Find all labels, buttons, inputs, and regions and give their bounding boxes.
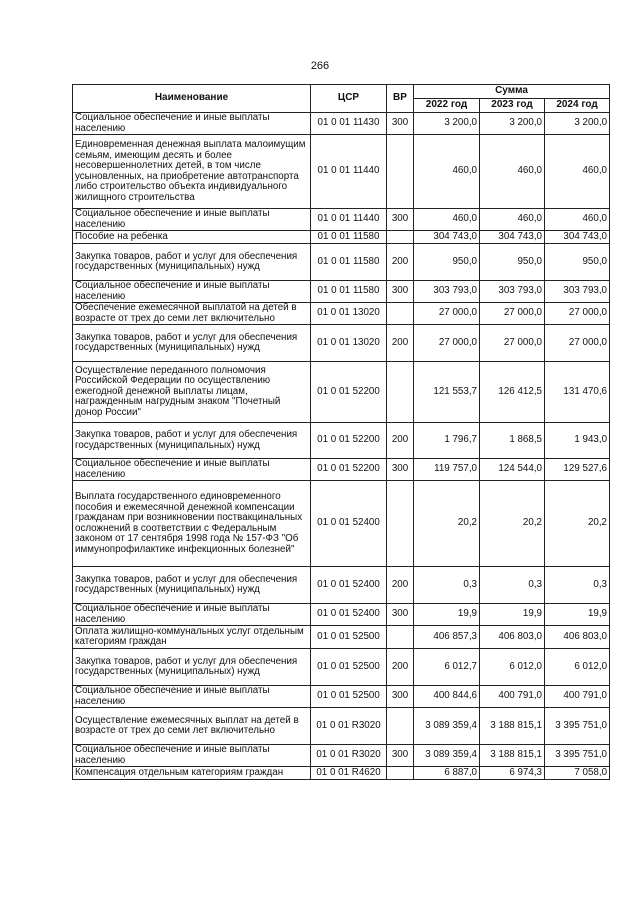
row-vr-cell: 200 — [387, 244, 414, 281]
row-2023-cell: 0,3 — [480, 567, 545, 604]
table-row — [73, 686, 610, 708]
table-row — [73, 362, 610, 423]
row-name-cell: Закупка товаров, работ и услуг для обеспечения государственных (муниципальных) нужд — [73, 325, 311, 362]
row-2022-cell: 119 757,0 — [414, 459, 480, 481]
table-row — [73, 325, 610, 362]
row-2022-cell: 304 743,0 — [414, 231, 480, 244]
row-2023-cell: 460,0 — [480, 135, 545, 209]
row-2023-cell: 406 803,0 — [480, 626, 545, 649]
header-year-2024: 2024 год — [545, 99, 610, 113]
row-name-cell: Закупка товаров, работ и услуг для обеспечения государственных (муниципальных) нужд — [73, 567, 311, 604]
row-name-cell: Единовременная денежная выплата малоимущим семьям, имеющим десять и более несовершеннолетних детей, в том числе усыновленных, на приобретение автотранспорта либо строительство объекта индивидуального жилищного строительства — [73, 135, 311, 209]
row-2022-cell: 460,0 — [414, 135, 480, 209]
row-2024-cell: 27 000,0 — [545, 325, 610, 362]
row-vr-cell — [387, 626, 414, 649]
row-vr-cell: 300 — [387, 745, 414, 767]
row-2023-cell: 3 200,0 — [480, 113, 545, 135]
row-csr-cell: 01 0 01 52500 — [311, 649, 387, 686]
table-row — [73, 459, 610, 481]
row-csr-cell: 01 0 01 R4620 — [311, 767, 387, 780]
header-year-2022: 2022 год — [414, 99, 480, 113]
row-2022-cell: 121 553,7 — [414, 362, 480, 423]
row-2024-cell: 7 058,0 — [545, 767, 610, 780]
row-2023-cell: 304 743,0 — [480, 231, 545, 244]
row-2023-cell: 3 188 815,1 — [480, 708, 545, 745]
row-2024-cell: 3 200,0 — [545, 113, 610, 135]
table-row — [73, 231, 610, 244]
row-csr-cell: 01 0 01 R3020 — [311, 745, 387, 767]
row-csr-cell: 01 0 01 11440 — [311, 209, 387, 231]
page-number: 266 — [310, 60, 330, 72]
row-name-cell: Социальное обеспечение и иные выплаты населению — [73, 604, 311, 626]
row-csr-cell: 01 0 01 11580 — [311, 244, 387, 281]
budget-table — [72, 84, 610, 780]
row-2024-cell: 950,0 — [545, 244, 610, 281]
row-name-cell: Осуществление переданного полномочия Российской Федерации по осуществлению ежегодной денежной выплаты лицам, награжденным нагрудным знаком "Почетный донор России" — [73, 362, 311, 423]
row-vr-cell: 300 — [387, 281, 414, 303]
header-csr: ЦСР — [311, 85, 387, 113]
row-2022-cell: 27 000,0 — [414, 303, 480, 325]
row-csr-cell: 01 0 01 11430 — [311, 113, 387, 135]
row-name-cell: Социальное обеспечение и иные выплаты населению — [73, 209, 311, 231]
row-vr-cell: 200 — [387, 325, 414, 362]
table-row — [73, 604, 610, 626]
row-name-cell: Пособие на ребенка — [73, 231, 311, 244]
row-2023-cell: 27 000,0 — [480, 325, 545, 362]
row-csr-cell: 01 0 01 52500 — [311, 686, 387, 708]
row-vr-cell: 300 — [387, 113, 414, 135]
row-2023-cell: 1 868,5 — [480, 423, 545, 459]
row-2024-cell: 0,3 — [545, 567, 610, 604]
row-2022-cell: 0,3 — [414, 567, 480, 604]
row-2022-cell: 406 857,3 — [414, 626, 480, 649]
row-2024-cell: 304 743,0 — [545, 231, 610, 244]
row-2024-cell: 3 395 751,0 — [545, 708, 610, 745]
row-vr-cell: 200 — [387, 423, 414, 459]
row-2024-cell: 1 943,0 — [545, 423, 610, 459]
row-2022-cell: 3 200,0 — [414, 113, 480, 135]
row-name-cell: Социальное обеспечение и иные выплаты населению — [73, 745, 311, 767]
row-2023-cell: 19,9 — [480, 604, 545, 626]
row-2024-cell: 19,9 — [545, 604, 610, 626]
row-2022-cell: 19,9 — [414, 604, 480, 626]
row-2023-cell: 20,2 — [480, 481, 545, 567]
row-2024-cell: 27 000,0 — [545, 303, 610, 325]
row-2024-cell: 20,2 — [545, 481, 610, 567]
row-2024-cell: 400 791,0 — [545, 686, 610, 708]
row-csr-cell: 01 0 01 52400 — [311, 567, 387, 604]
row-2023-cell: 400 791,0 — [480, 686, 545, 708]
table-row — [73, 209, 610, 231]
table-row — [73, 481, 610, 567]
row-2023-cell: 303 793,0 — [480, 281, 545, 303]
row-vr-cell — [387, 135, 414, 209]
table-row — [73, 113, 610, 135]
row-2022-cell: 3 089 359,4 — [414, 745, 480, 767]
row-2024-cell: 303 793,0 — [545, 281, 610, 303]
row-name-cell: Закупка товаров, работ и услуг для обеспечения государственных (муниципальных) нужд — [73, 649, 311, 686]
row-name-cell: Социальное обеспечение и иные выплаты населению — [73, 113, 311, 135]
row-2024-cell: 131 470,6 — [545, 362, 610, 423]
row-vr-cell — [387, 362, 414, 423]
table-row — [73, 745, 610, 767]
row-name-cell: Осуществление ежемесячных выплат на детей в возрасте от трех до семи лет включительно — [73, 708, 311, 745]
row-2023-cell: 124 544,0 — [480, 459, 545, 481]
row-2022-cell: 460,0 — [414, 209, 480, 231]
row-2022-cell: 20,2 — [414, 481, 480, 567]
row-name-cell: Социальное обеспечение и иные выплаты населению — [73, 281, 311, 303]
table-body — [73, 113, 610, 780]
row-2023-cell: 6 974,3 — [480, 767, 545, 780]
row-vr-cell — [387, 231, 414, 244]
row-csr-cell: 01 0 01 52200 — [311, 423, 387, 459]
row-vr-cell: 300 — [387, 604, 414, 626]
row-csr-cell: 01 0 01 52400 — [311, 481, 387, 567]
row-2022-cell: 950,0 — [414, 244, 480, 281]
row-vr-cell — [387, 481, 414, 567]
table-row — [73, 649, 610, 686]
header-sum: Сумма — [414, 85, 610, 99]
row-2022-cell: 303 793,0 — [414, 281, 480, 303]
row-name-cell: Социальное обеспечение и иные выплаты населению — [73, 686, 311, 708]
row-csr-cell: 01 0 01 52500 — [311, 626, 387, 649]
row-2024-cell: 3 395 751,0 — [545, 745, 610, 767]
row-vr-cell — [387, 767, 414, 780]
row-name-cell: Социальное обеспечение и иные выплаты населению — [73, 459, 311, 481]
row-2023-cell: 3 188 815,1 — [480, 745, 545, 767]
row-name-cell: Закупка товаров, работ и услуг для обеспечения государственных (муниципальных) нужд — [73, 423, 311, 459]
header-year-2023: 2023 год — [480, 99, 545, 113]
row-name-cell: Оплата жилищно-коммунальных услуг отдельным категориям граждан — [73, 626, 311, 649]
row-vr-cell — [387, 708, 414, 745]
table-row — [73, 767, 610, 780]
row-2024-cell: 6 012,0 — [545, 649, 610, 686]
row-2023-cell: 27 000,0 — [480, 303, 545, 325]
table-row — [73, 244, 610, 281]
table-row — [73, 303, 610, 325]
row-vr-cell: 300 — [387, 209, 414, 231]
row-vr-cell: 200 — [387, 649, 414, 686]
header-vr: ВР — [387, 85, 414, 113]
row-vr-cell: 300 — [387, 686, 414, 708]
row-csr-cell: 01 0 01 11440 — [311, 135, 387, 209]
row-2023-cell: 460,0 — [480, 209, 545, 231]
row-csr-cell: 01 0 01 52200 — [311, 362, 387, 423]
row-2023-cell: 126 412,5 — [480, 362, 545, 423]
row-2023-cell: 6 012,0 — [480, 649, 545, 686]
row-2022-cell: 6 887,0 — [414, 767, 480, 780]
row-vr-cell: 200 — [387, 567, 414, 604]
row-2022-cell: 3 089 359,4 — [414, 708, 480, 745]
row-csr-cell: 01 0 01 R3020 — [311, 708, 387, 745]
row-2024-cell: 460,0 — [545, 135, 610, 209]
row-name-cell: Выплата государственного единовременного пособия и ежемесячной денежной компенсации гражданам при возникновении поствакцинальных осложнений в соответствии с Федеральным законом от 17 сентября 1998 года № 157-ФЗ "Об иммунопрофилактике инфекционных болезней" — [73, 481, 311, 567]
row-csr-cell: 01 0 01 52200 — [311, 459, 387, 481]
row-2024-cell: 460,0 — [545, 209, 610, 231]
row-name-cell: Обеспечение ежемесячной выплатой на детей в возрасте от трех до семи лет включительно — [73, 303, 311, 325]
table-row — [73, 708, 610, 745]
row-2022-cell: 1 796,7 — [414, 423, 480, 459]
row-2022-cell: 400 844,6 — [414, 686, 480, 708]
row-2024-cell: 406 803,0 — [545, 626, 610, 649]
row-2022-cell: 6 012,7 — [414, 649, 480, 686]
table-row — [73, 423, 610, 459]
row-csr-cell: 01 0 01 11580 — [311, 231, 387, 244]
row-name-cell: Компенсация отдельным категориям граждан — [73, 767, 311, 780]
table-row — [73, 567, 610, 604]
header-name: Наименование — [73, 85, 311, 113]
row-vr-cell — [387, 303, 414, 325]
table-row — [73, 281, 610, 303]
row-csr-cell: 01 0 01 13020 — [311, 325, 387, 362]
row-vr-cell: 300 — [387, 459, 414, 481]
row-2023-cell: 950,0 — [480, 244, 545, 281]
table-row — [73, 626, 610, 649]
row-csr-cell: 01 0 01 11580 — [311, 281, 387, 303]
row-2022-cell: 27 000,0 — [414, 325, 480, 362]
row-name-cell: Закупка товаров, работ и услуг для обеспечения государственных (муниципальных) нужд — [73, 244, 311, 281]
row-2024-cell: 129 527,6 — [545, 459, 610, 481]
row-csr-cell: 01 0 01 13020 — [311, 303, 387, 325]
table-row — [73, 135, 610, 209]
row-csr-cell: 01 0 01 52400 — [311, 604, 387, 626]
